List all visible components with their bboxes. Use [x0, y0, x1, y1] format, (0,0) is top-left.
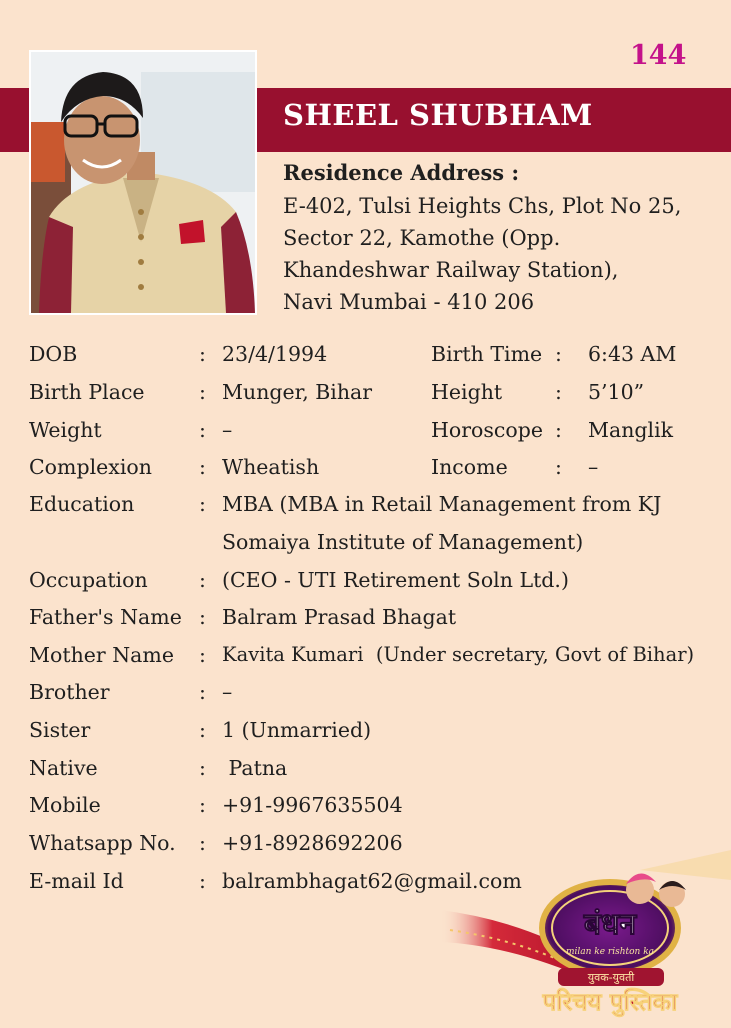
field-label: Sister: [29, 718, 91, 742]
field-colon: :: [199, 643, 206, 667]
svg-text:बंधन: बंधन: [583, 907, 637, 942]
field-value: 6:43 AM: [588, 342, 677, 366]
field-label: Complexion: [29, 455, 152, 479]
field-colon: :: [199, 793, 206, 817]
address-line: Sector 22, Kamothe (Opp.: [283, 226, 561, 250]
field-colon: :: [199, 418, 206, 442]
candidate-name: SHEEL SHUBHAM: [283, 98, 593, 132]
field-colon: :: [555, 455, 562, 479]
field-label: Income: [431, 455, 508, 479]
field-colon: :: [199, 756, 206, 780]
bandhan-logo: [440, 850, 731, 1024]
field-colon: :: [199, 869, 206, 893]
field-label: E-mail Id: [29, 869, 124, 893]
field-label: Brother: [29, 680, 110, 704]
address-line: E-402, Tulsi Heights Chs, Plot No 25,: [283, 194, 682, 218]
field-label: Mobile: [29, 793, 101, 817]
field-value: +91-9967635504: [222, 793, 403, 817]
field-value: Kavita Kumari (Under secretary, Govt of Bihar): [222, 643, 695, 666]
address-heading: Residence Address :: [283, 160, 520, 185]
field-label: Father's Name: [29, 605, 182, 629]
bandhan-logo-graphic: [440, 850, 731, 1024]
field-value: 1 (Unmarried): [222, 718, 372, 742]
field-value: balrambhagat62@gmail.com: [222, 869, 522, 893]
svg-text:परिचय पुस्तिका: परिचय पुस्तिका: [542, 988, 678, 1016]
address-line: Khandeshwar Railway Station),: [283, 258, 619, 282]
field-value: 23/4/1994: [222, 342, 328, 366]
field-label: Height: [431, 380, 503, 404]
field-label: Occupation: [29, 568, 148, 592]
field-value-continued: Somaiya Institute of Management): [222, 530, 584, 554]
field-value: Patna: [222, 756, 288, 780]
field-value: +91-8928692206: [222, 831, 403, 855]
field-colon: :: [199, 342, 206, 366]
field-value: Wheatish: [222, 455, 320, 479]
field-value: –: [222, 680, 233, 704]
field-colon: :: [555, 342, 562, 366]
field-label: Whatsapp No.: [29, 831, 176, 855]
field-colon: :: [555, 380, 562, 404]
field-value: Manglik: [588, 418, 674, 442]
field-colon: :: [199, 831, 206, 855]
field-value: Munger, Bihar: [222, 380, 373, 404]
field-label: DOB: [29, 342, 78, 366]
field-colon: :: [199, 718, 206, 742]
field-value: –: [588, 455, 599, 479]
field-colon: :: [199, 605, 206, 629]
field-label: Mother Name: [29, 643, 174, 667]
person-photo-illustration: [31, 52, 255, 313]
field-label: Birth Time: [431, 342, 543, 366]
field-colon: :: [199, 680, 206, 704]
field-colon: :: [199, 380, 206, 404]
field-value: 5’10”: [588, 380, 645, 404]
field-colon: :: [555, 418, 562, 442]
page-number: 144: [630, 40, 687, 71]
field-value: –: [222, 418, 233, 442]
svg-text:milan ke rishton ka: milan ke rishton ka: [565, 947, 655, 957]
field-label: Birth Place: [29, 380, 145, 404]
field-label: Education: [29, 492, 135, 516]
field-label: Native: [29, 756, 98, 780]
field-value: Balram Prasad Bhagat: [222, 605, 457, 629]
field-colon: :: [199, 568, 206, 592]
field-label: Weight: [29, 418, 102, 442]
field-value: (CEO - UTI Retirement Soln Ltd.): [222, 568, 569, 592]
svg-text:युवक-युवती: युवक-युवती: [587, 971, 635, 984]
field-colon: :: [199, 492, 206, 516]
address-line: Navi Mumbai - 410 206: [283, 290, 535, 314]
profile-photo: [29, 50, 257, 315]
field-label: Horoscope: [431, 418, 543, 442]
field-colon: :: [199, 455, 206, 479]
field-value: MBA (MBA in Retail Management from KJ: [222, 492, 662, 516]
